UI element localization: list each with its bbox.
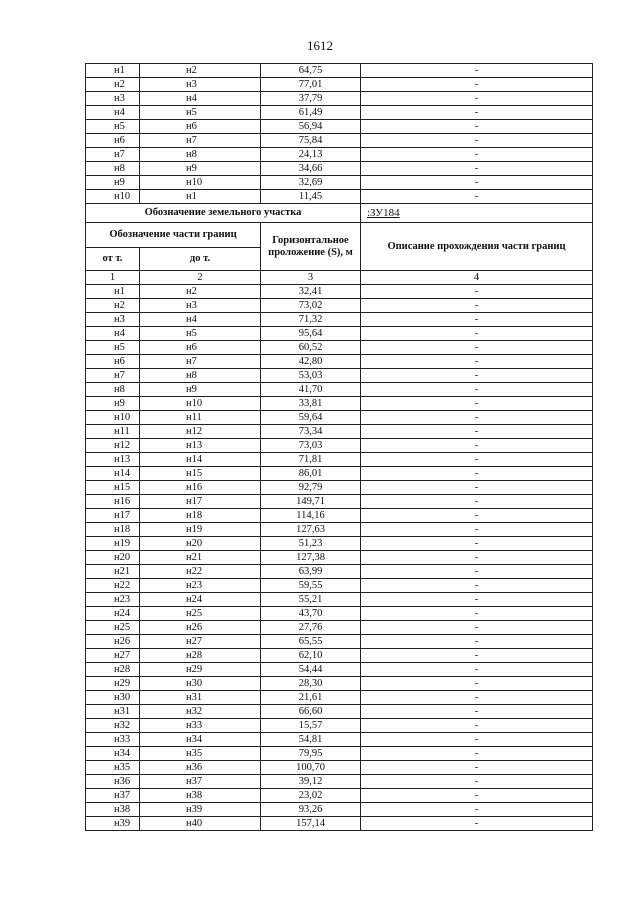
point-from: н23	[86, 593, 140, 607]
boundary-description: -	[361, 747, 593, 761]
table-row	[86, 691, 593, 705]
table-row	[86, 775, 593, 789]
table-row	[86, 355, 593, 369]
point-to: н1	[140, 190, 261, 204]
horizontal-distance: 54,81	[261, 733, 361, 747]
land-plot-value: :ЗУ184	[361, 204, 593, 223]
boundary-description: -	[361, 453, 593, 467]
boundary-description: -	[361, 537, 593, 551]
boundary-description: -	[361, 495, 593, 509]
table-row	[86, 162, 593, 176]
boundary-description: -	[361, 803, 593, 817]
boundary-description: -	[361, 663, 593, 677]
point-from: н18	[86, 523, 140, 537]
point-from: н15	[86, 481, 140, 495]
point-to: н2	[140, 64, 261, 78]
boundary-description: -	[361, 285, 593, 299]
boundary-description: -	[361, 607, 593, 621]
table-row	[86, 425, 593, 439]
horizontal-distance: 32,41	[261, 285, 361, 299]
horizontal-distance: 24,13	[261, 148, 361, 162]
land-plot-row	[86, 204, 593, 223]
table-row	[86, 411, 593, 425]
table-row	[86, 621, 593, 635]
horizontal-distance: 95,64	[261, 327, 361, 341]
point-from: н13	[86, 453, 140, 467]
point-to: н23	[140, 579, 261, 593]
boundary-description: -	[361, 355, 593, 369]
boundary-description: -	[361, 425, 593, 439]
table-row	[86, 663, 593, 677]
boundary-description: -	[361, 635, 593, 649]
boundary-description: -	[361, 775, 593, 789]
point-from: н5	[86, 341, 140, 355]
point-to: н11	[140, 411, 261, 425]
point-to: н12	[140, 425, 261, 439]
header-numbers-row	[86, 271, 593, 285]
boundary-description: -	[361, 78, 593, 92]
horizontal-distance: 41,70	[261, 383, 361, 397]
horizontal-distance: 55,21	[261, 593, 361, 607]
header-num-2: 2	[140, 271, 261, 285]
point-from: н10	[86, 190, 140, 204]
point-to: н35	[140, 747, 261, 761]
point-from: н2	[86, 299, 140, 313]
boundary-description: -	[361, 761, 593, 775]
boundary-description: -	[361, 691, 593, 705]
boundary-description: -	[361, 120, 593, 134]
point-to: н29	[140, 663, 261, 677]
point-from: н38	[86, 803, 140, 817]
second-part-rows	[86, 285, 593, 831]
point-from: н3	[86, 313, 140, 327]
horizontal-distance: 27,76	[261, 621, 361, 635]
boundary-description: -	[361, 327, 593, 341]
boundary-description: -	[361, 106, 593, 120]
header-horizontal: Горизонтальное проложение (S), м	[261, 223, 361, 271]
horizontal-distance: 93,26	[261, 803, 361, 817]
boundary-description: -	[361, 817, 593, 831]
point-from: н5	[86, 120, 140, 134]
boundary-description: -	[361, 677, 593, 691]
page-number: 1612	[307, 38, 333, 53]
header-description: Описание прохождения части границ	[361, 223, 593, 271]
point-from: н21	[86, 565, 140, 579]
boundary-description: -	[361, 341, 593, 355]
point-from: н3	[86, 92, 140, 106]
horizontal-distance: 34,66	[261, 162, 361, 176]
point-to: н30	[140, 677, 261, 691]
table-row	[86, 719, 593, 733]
point-to: н27	[140, 635, 261, 649]
horizontal-distance: 71,81	[261, 453, 361, 467]
horizontal-distance: 127,38	[261, 551, 361, 565]
horizontal-distance: 114,16	[261, 509, 361, 523]
point-to: н15	[140, 467, 261, 481]
table-row	[86, 705, 593, 719]
table-row	[86, 677, 593, 691]
boundary-description: -	[361, 621, 593, 635]
table-row	[86, 176, 593, 190]
table-row	[86, 565, 593, 579]
horizontal-distance: 66,60	[261, 705, 361, 719]
boundary-description: -	[361, 134, 593, 148]
point-to: н19	[140, 523, 261, 537]
horizontal-distance: 92,79	[261, 481, 361, 495]
table-row	[86, 64, 593, 78]
point-to: н17	[140, 495, 261, 509]
header-row-1	[86, 223, 593, 248]
horizontal-distance: 63,99	[261, 565, 361, 579]
table-row	[86, 383, 593, 397]
table-row	[86, 190, 593, 204]
boundary-description: -	[361, 176, 593, 190]
point-to: н40	[140, 817, 261, 831]
header-from: от т.	[86, 248, 140, 271]
point-to: н14	[140, 453, 261, 467]
table-row	[86, 523, 593, 537]
horizontal-distance: 37,79	[261, 92, 361, 106]
table-row	[86, 467, 593, 481]
boundary-description: -	[361, 383, 593, 397]
point-to: н34	[140, 733, 261, 747]
point-to: н18	[140, 509, 261, 523]
table-row	[86, 327, 593, 341]
horizontal-distance: 149,71	[261, 495, 361, 509]
point-to: н7	[140, 355, 261, 369]
horizontal-distance: 21,61	[261, 691, 361, 705]
point-to: н10	[140, 176, 261, 190]
table-row	[86, 134, 593, 148]
horizontal-distance: 15,57	[261, 719, 361, 733]
point-to: н6	[140, 120, 261, 134]
horizontal-distance: 39,12	[261, 775, 361, 789]
point-to: н24	[140, 593, 261, 607]
header-num-1: 1	[86, 271, 140, 285]
boundary-description: -	[361, 148, 593, 162]
boundary-description: -	[361, 299, 593, 313]
header-num-4: 4	[361, 271, 593, 285]
horizontal-distance: 157,14	[261, 817, 361, 831]
table-row	[86, 747, 593, 761]
horizontal-distance: 53,03	[261, 369, 361, 383]
point-from: н22	[86, 579, 140, 593]
table-row	[86, 509, 593, 523]
table-row	[86, 607, 593, 621]
point-from: н6	[86, 134, 140, 148]
point-to: н25	[140, 607, 261, 621]
table-row	[86, 369, 593, 383]
table-row	[86, 313, 593, 327]
point-from: н11	[86, 425, 140, 439]
horizontal-distance: 73,34	[261, 425, 361, 439]
point-to: н20	[140, 537, 261, 551]
horizontal-distance: 77,01	[261, 78, 361, 92]
table-row	[86, 649, 593, 663]
horizontal-distance: 61,49	[261, 106, 361, 120]
boundary-description: -	[361, 719, 593, 733]
horizontal-distance: 11,45	[261, 190, 361, 204]
horizontal-distance: 100,70	[261, 761, 361, 775]
point-to: н6	[140, 341, 261, 355]
point-to: н5	[140, 106, 261, 120]
point-from: н29	[86, 677, 140, 691]
point-from: н14	[86, 467, 140, 481]
point-from: н2	[86, 78, 140, 92]
point-from: н8	[86, 383, 140, 397]
horizontal-distance: 59,64	[261, 411, 361, 425]
point-from: н24	[86, 607, 140, 621]
boundary-description: -	[361, 467, 593, 481]
point-from: н8	[86, 162, 140, 176]
boundary-description: -	[361, 397, 593, 411]
point-from: н37	[86, 789, 140, 803]
horizontal-distance: 32,69	[261, 176, 361, 190]
point-from: н16	[86, 495, 140, 509]
point-from: н30	[86, 691, 140, 705]
horizontal-distance: 33,81	[261, 397, 361, 411]
horizontal-distance: 28,30	[261, 677, 361, 691]
point-from: н4	[86, 327, 140, 341]
point-to: н3	[140, 78, 261, 92]
table-row	[86, 481, 593, 495]
section-header	[86, 204, 593, 285]
point-from: н12	[86, 439, 140, 453]
point-from: н34	[86, 747, 140, 761]
point-from: н33	[86, 733, 140, 747]
point-from: н26	[86, 635, 140, 649]
point-from: н7	[86, 369, 140, 383]
table-row	[86, 78, 593, 92]
point-to: н7	[140, 134, 261, 148]
boundary-description: -	[361, 789, 593, 803]
boundary-description: -	[361, 551, 593, 565]
boundary-description: -	[361, 593, 593, 607]
point-to: н3	[140, 299, 261, 313]
point-to: н10	[140, 397, 261, 411]
table-row	[86, 789, 593, 803]
point-from: н17	[86, 509, 140, 523]
table-row	[86, 148, 593, 162]
table-row	[86, 803, 593, 817]
horizontal-distance: 62,10	[261, 649, 361, 663]
land-plot-title: Обозначение земельного участка	[86, 204, 361, 223]
horizontal-distance: 73,02	[261, 299, 361, 313]
boundary-description: -	[361, 705, 593, 719]
table-row	[86, 635, 593, 649]
boundary-description: -	[361, 733, 593, 747]
point-from: н25	[86, 621, 140, 635]
point-to: н4	[140, 92, 261, 106]
horizontal-distance: 42,80	[261, 355, 361, 369]
point-to: н8	[140, 148, 261, 162]
header-part-designation: Обозначение части границ	[86, 223, 261, 248]
boundary-description: -	[361, 411, 593, 425]
table-row	[86, 453, 593, 467]
point-to: н36	[140, 761, 261, 775]
point-from: н4	[86, 106, 140, 120]
boundary-description: -	[361, 579, 593, 593]
table-row	[86, 439, 593, 453]
boundary-description: -	[361, 649, 593, 663]
point-from: н1	[86, 64, 140, 78]
point-to: н38	[140, 789, 261, 803]
point-from: н28	[86, 663, 140, 677]
point-to: н22	[140, 565, 261, 579]
header-to: до т.	[140, 248, 261, 271]
horizontal-distance: 60,52	[261, 341, 361, 355]
point-from: н39	[86, 817, 140, 831]
point-to: н4	[140, 313, 261, 327]
header-num-3: 3	[261, 271, 361, 285]
point-to: н26	[140, 621, 261, 635]
point-to: н21	[140, 551, 261, 565]
table-row	[86, 817, 593, 831]
horizontal-distance: 73,03	[261, 439, 361, 453]
point-from: н6	[86, 355, 140, 369]
boundary-description: -	[361, 439, 593, 453]
point-to: н32	[140, 705, 261, 719]
point-to: н37	[140, 775, 261, 789]
point-from: н31	[86, 705, 140, 719]
point-from: н9	[86, 397, 140, 411]
point-to: н33	[140, 719, 261, 733]
horizontal-distance: 56,94	[261, 120, 361, 134]
point-from: н7	[86, 148, 140, 162]
table-row	[86, 761, 593, 775]
point-to: н39	[140, 803, 261, 817]
horizontal-distance: 59,55	[261, 579, 361, 593]
boundary-description: -	[361, 565, 593, 579]
horizontal-distance: 86,01	[261, 467, 361, 481]
boundary-description: -	[361, 190, 593, 204]
point-from: н9	[86, 176, 140, 190]
table-row	[86, 733, 593, 747]
boundary-description: -	[361, 509, 593, 523]
table-row	[86, 397, 593, 411]
point-from: н36	[86, 775, 140, 789]
point-from: н35	[86, 761, 140, 775]
table-row	[86, 92, 593, 106]
table-row	[86, 537, 593, 551]
boundary-description: -	[361, 523, 593, 537]
horizontal-distance: 79,95	[261, 747, 361, 761]
horizontal-distance: 43,70	[261, 607, 361, 621]
horizontal-distance: 23,02	[261, 789, 361, 803]
horizontal-distance: 127,63	[261, 523, 361, 537]
boundary-description: -	[361, 369, 593, 383]
horizontal-distance: 64,75	[261, 64, 361, 78]
table-row	[86, 593, 593, 607]
horizontal-distance: 75,84	[261, 134, 361, 148]
point-to: н28	[140, 649, 261, 663]
boundary-description: -	[361, 162, 593, 176]
boundary-table	[85, 63, 593, 831]
point-to: н9	[140, 383, 261, 397]
table-row	[86, 495, 593, 509]
point-to: н8	[140, 369, 261, 383]
point-from: н20	[86, 551, 140, 565]
table-row	[86, 341, 593, 355]
point-from: н10	[86, 411, 140, 425]
point-from: н19	[86, 537, 140, 551]
boundary-description: -	[361, 313, 593, 327]
point-to: н31	[140, 691, 261, 705]
point-to: н16	[140, 481, 261, 495]
boundary-description: -	[361, 92, 593, 106]
table-row	[86, 120, 593, 134]
table-row	[86, 551, 593, 565]
point-to: н2	[140, 285, 261, 299]
horizontal-distance: 51,23	[261, 537, 361, 551]
point-to: н13	[140, 439, 261, 453]
horizontal-distance: 65,55	[261, 635, 361, 649]
boundary-description: -	[361, 481, 593, 495]
point-from: н1	[86, 285, 140, 299]
horizontal-distance: 71,32	[261, 313, 361, 327]
table-row	[86, 285, 593, 299]
first-part-rows	[86, 64, 593, 204]
boundary-description: -	[361, 64, 593, 78]
point-from: н32	[86, 719, 140, 733]
table-row	[86, 579, 593, 593]
table-row	[86, 106, 593, 120]
table-row	[86, 299, 593, 313]
point-to: н9	[140, 162, 261, 176]
horizontal-distance: 54,44	[261, 663, 361, 677]
point-to: н5	[140, 327, 261, 341]
point-from: н27	[86, 649, 140, 663]
